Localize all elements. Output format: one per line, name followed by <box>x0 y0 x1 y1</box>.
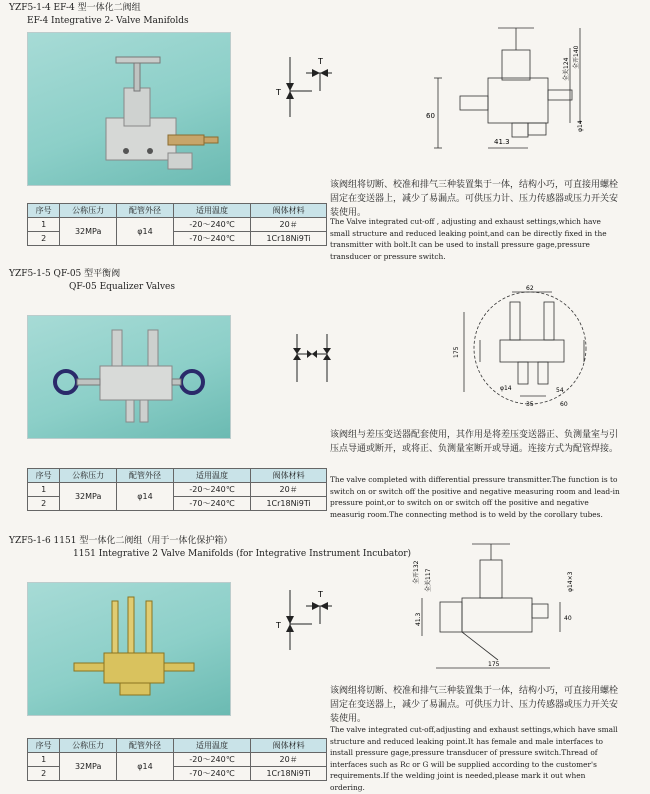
row-no: 1 <box>28 218 60 232</box>
row-pipe: φ14 <box>117 218 174 246</box>
section3-dim-close: 全关117 <box>425 568 432 592</box>
section2-spec-table <box>27 468 327 511</box>
table-header-pressure: 公称压力 <box>60 204 117 218</box>
table-header-temp: 适用温度 <box>173 469 250 483</box>
section2-dim-pipe: φ14 <box>500 385 512 392</box>
section3-dim-41: 41.3 <box>415 612 422 626</box>
section1-dim-60: 60 <box>426 112 435 120</box>
section2-valve-symbol <box>285 330 345 390</box>
row-material: 20＃ <box>251 483 327 497</box>
row-material: 1Cr18Ni9Ti <box>251 767 327 781</box>
section2-title-cn: YZF5-1-5 QF-05 型平衡阀 <box>9 269 121 279</box>
section1-dimension-drawing <box>420 20 590 160</box>
section3-title-en: 1151 Integrative 2 Valve Manifolds (for Integrative Instrument Incubator) <box>73 549 412 559</box>
table-header-pressure: 公称压力 <box>60 469 117 483</box>
table-header-material: 阀体材料 <box>251 739 327 753</box>
section2-title-en: QF-05 Equalizer Valves <box>69 282 176 292</box>
row-no: 2 <box>28 497 60 511</box>
section1-symbol-t2: T <box>318 57 323 66</box>
section3-description-cn: 该阀组将切断、校准和排气三种装置集于一体，结构小巧，可直接用螺栓固定在变送器上，减少了易漏点。可供压力计、压力传感器或压力开关安装使用。 <box>330 686 619 724</box>
section1-dim-open: 全开140 <box>573 45 580 69</box>
section2-dim-54: 54 <box>556 387 564 394</box>
section3-spec-table <box>27 738 327 781</box>
section1-symbol-t1: T <box>276 88 281 97</box>
row-temp: -20～240℃ <box>173 483 250 497</box>
table-header-no: 序号 <box>28 739 60 753</box>
table-row <box>28 753 327 767</box>
row-material: 20＃ <box>251 218 327 232</box>
section2-dim-175: 175 <box>453 346 460 358</box>
section2-dim-62: 62 <box>526 285 534 292</box>
section1-description-en: The Valve integrated cut-off , adjusting and exhaust settings,which have small structure and reduced leaking point,and can be directly fixed in the transmitter with bolt.It can be used to install pressure gage,pressure transducer or pressure switch. <box>330 217 607 261</box>
table-header-temp: 适用温度 <box>173 204 250 218</box>
row-temp: -20～240℃ <box>173 218 250 232</box>
row-pressure: 32MPa <box>60 218 117 246</box>
table-header-temp: 适用温度 <box>173 739 250 753</box>
table-header-no: 序号 <box>28 469 60 483</box>
row-material: 1Cr18Ni9Ti <box>251 232 327 246</box>
section3-symbol-t1: T <box>276 621 281 630</box>
row-no: 1 <box>28 483 60 497</box>
table-row <box>28 218 327 232</box>
table-row <box>28 483 327 497</box>
row-pressure: 32MPa <box>60 753 117 781</box>
row-material: 20＃ <box>251 753 327 767</box>
table-header-pipe: 配管外径 <box>117 739 174 753</box>
section3-dim-open: 全开132 <box>413 560 420 584</box>
section1-spec-table <box>27 203 327 246</box>
section2-dim-60: 60 <box>560 401 568 408</box>
section3-product-photo <box>27 582 231 716</box>
section1-title-cn: YZF5-1-4 EF-4 型一体化二阀组 <box>9 3 141 13</box>
section1-valve-symbol <box>262 55 332 125</box>
table-header-pressure: 公称压力 <box>60 739 117 753</box>
section3-dim-40: 40 <box>564 615 572 622</box>
section2-product-photo <box>27 315 231 439</box>
section3-dim-175: 175 <box>488 661 500 668</box>
section1-description-cn: 该阀组将切断、校准和排气三种装置集于一体，结构小巧，可直接用螺栓固定在变送器上，减少了易漏点。可供压力计、压力传感器或压力开关安装使用。 <box>330 180 619 218</box>
table-header-no: 序号 <box>28 204 60 218</box>
section3-dim-pipe: φ14×3 <box>567 571 574 592</box>
table-header-pipe: 配管外径 <box>117 469 174 483</box>
section1-dim-41: 41.3 <box>494 138 510 146</box>
section1-product-photo <box>27 32 231 186</box>
section2-description-cn: 该阀组与差压变送器配套使用，其作用是将差压变送器正、负测量室与引压点导通或断开，或将正、负测量室断开或导通。连接方式为配管焊接。 <box>330 430 619 454</box>
section3-description-en: The valve integrated cut-off,adjusting and exhaust settings,which have small structure and reduced leaking point.It has female and male interfaces to install pressure gage,pressure transducer of pressure switch.Thread of interfaces such as Rc or G will be supplied according to the customer's requirements.If the welding joint is needed,please mark it out when ordering. <box>330 725 618 792</box>
row-temp: -70～240℃ <box>173 497 250 511</box>
section3-dimension-drawing <box>400 540 600 675</box>
row-pipe: φ14 <box>117 483 174 511</box>
row-temp: -70～240℃ <box>173 232 250 246</box>
section2-dim-35: 35 <box>526 401 534 408</box>
row-temp: -20～240℃ <box>173 753 250 767</box>
section2-description-en: The valve completed with differential pressure transmitter.The function is to switch on or switch off the positive and negative measuring room and lead-in pressure point,or to switch on or switch off the positive and negative measurig room.The connecting method is to weld by the corollary tubes. <box>330 475 620 519</box>
section3-title-cn: YZF5-1-6 1151 型一体化二阀组（用于一体化保护箱） <box>9 536 233 546</box>
table-header-material: 阀体材料 <box>251 204 327 218</box>
table-header-pipe: 配管外径 <box>117 204 174 218</box>
section3-symbol-t2: T <box>318 590 323 599</box>
row-no: 2 <box>28 767 60 781</box>
row-pipe: φ14 <box>117 753 174 781</box>
section1-dim-pipe: φ14 <box>577 120 584 132</box>
section1-title-en: EF-4 Integrative 2- Valve Manifolds <box>27 16 189 26</box>
row-pressure: 32MPa <box>60 483 117 511</box>
row-no: 2 <box>28 232 60 246</box>
row-temp: -70～240℃ <box>173 767 250 781</box>
section1-dim-close: 全关124 <box>563 57 570 81</box>
row-material: 1Cr18Ni9Ti <box>251 497 327 511</box>
section3-valve-symbol <box>262 588 332 658</box>
row-no: 1 <box>28 753 60 767</box>
section2-dimension-drawing <box>440 282 620 412</box>
table-header-material: 阀体材料 <box>251 469 327 483</box>
